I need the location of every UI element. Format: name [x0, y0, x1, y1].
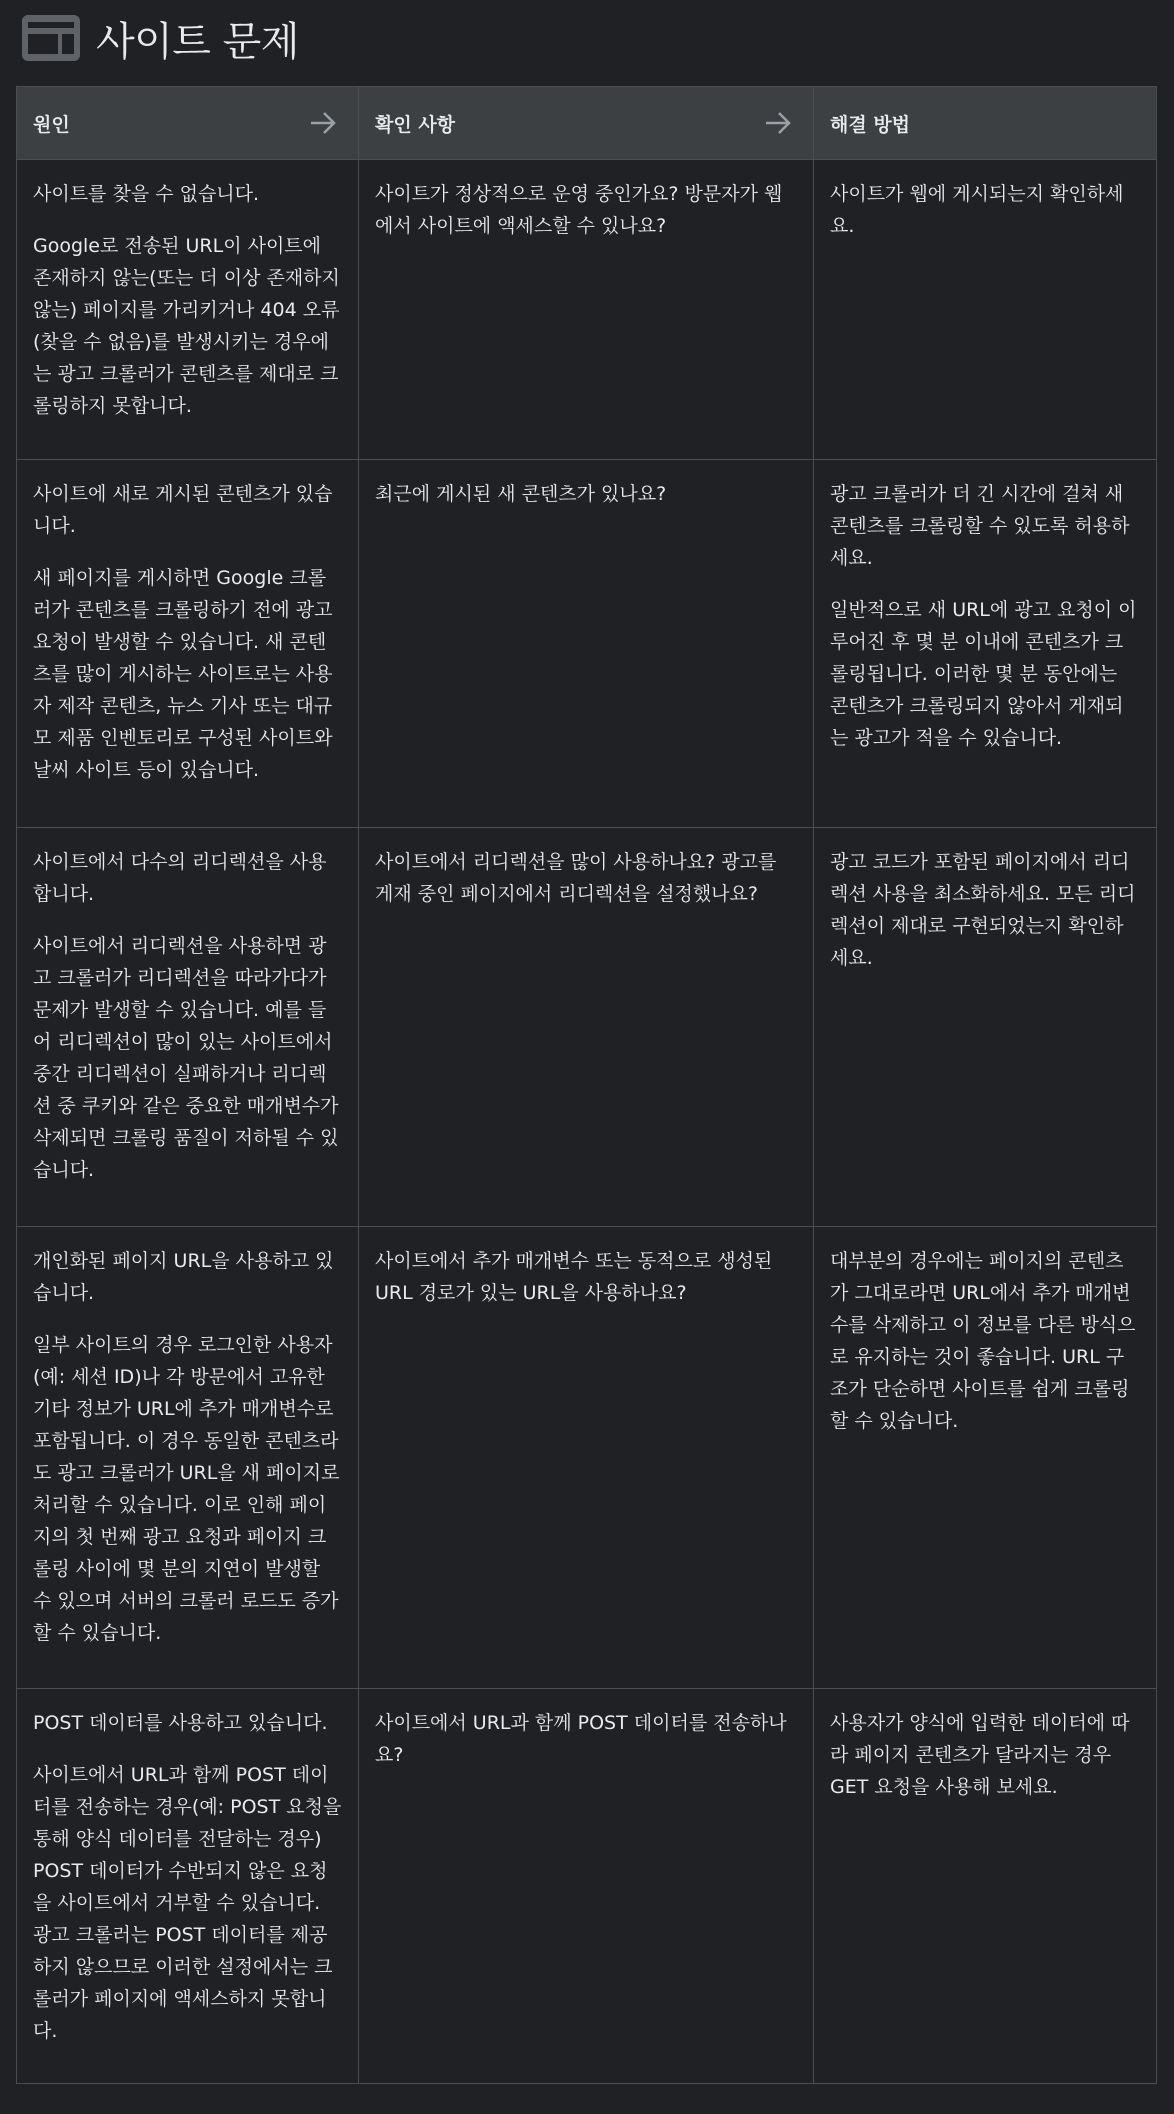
cause-detail: Google로 전송된 URL이 사이트에 존재하지 않는(또는 더 이상 존재하지 않는) 페이지를 가리키거나 404 오류(찾을 수 없음)를 발생시키는 경우에는 광고 크롤러가 콘텐츠를 제대로 크롤링하지 못합니다.	[33, 235, 340, 417]
site-issues-table	[16, 86, 1157, 2084]
header-cause	[17, 87, 359, 160]
cause-detail: 새 페이지를 게시하면 Google 크롤러가 콘텐츠를 크롤링하기 전에 광고 요청이 발생할 수 있습니다. 새 콘텐츠를 많이 게시하는 사이트로는 사용자 제작 콘텐츠, 뉴스 기사 또는 대규모 제품 인벤토리로 구성된 사이트와 날씨 사이트 등이 있습니다.	[33, 567, 333, 781]
cause-detail: 사이트에서 리디렉션을 사용하면 광고 크롤러가 리디렉션을 따라가다가 문제가 발생할 수 있습니다. 예를 들어 리디렉션이 많이 있는 사이트에서 중간 리디렉션이 실패하거나 리디렉션 중 쿠키와 같은 중요한 매개변수가 삭제되면 크롤링 품질이 저하될 수 있습니다.	[33, 935, 339, 1181]
table-row	[17, 828, 1157, 1227]
header-label: 확인 사항	[375, 113, 456, 136]
fix-text: 사용자가 양식에 입력한 데이터에 따라 페이지 콘텐츠가 달라지는 경우 GET 요청을 사용해 보세요.	[830, 1712, 1130, 1798]
table-header-row	[17, 87, 1157, 160]
table-row	[17, 1689, 1157, 2084]
arrow-right-icon[interactable]	[763, 108, 793, 138]
cause-title: POST 데이터를 사용하고 있습니다.	[33, 1712, 328, 1734]
header-fix	[814, 87, 1157, 160]
table-row	[17, 460, 1157, 828]
header-label: 해결 방법	[830, 113, 911, 136]
header-label: 원인	[33, 113, 70, 136]
fix-cell	[814, 1689, 1157, 2084]
cause-title: 사이트에서 다수의 리디렉션을 사용합니다.	[33, 851, 327, 905]
cause-cell	[17, 160, 359, 460]
cause-cell	[17, 1689, 359, 2084]
header-check	[359, 87, 814, 160]
cause-cell	[17, 1227, 359, 1689]
arrow-right-icon[interactable]	[308, 108, 338, 138]
check-cell	[359, 160, 814, 460]
fix-text: 대부분의 경우에는 페이지의 콘텐츠가 그대로라면 URL에서 추가 매개변수를 삭제하고 이 정보를 다른 방식으로 유지하는 것이 좋습니다. URL 구조가 단순하면 사이트를 쉽게 크롤링할 수 있습니다.	[830, 1250, 1136, 1432]
page-title: 사이트 문제	[96, 18, 299, 65]
fix-text: 광고 크롤러가 더 긴 시간에 걸쳐 새 콘텐츠를 크롤링할 수 있도록 허용하세요.	[830, 483, 1130, 569]
table-row	[17, 1227, 1157, 1689]
check-cell	[359, 1689, 814, 2084]
fix-text: 광고 코드가 포함된 페이지에서 리디렉션 사용을 최소화하세요. 모든 리디렉션이 제대로 구현되었는지 확인하세요.	[830, 851, 1136, 969]
cause-title: 개인화된 페이지 URL을 사용하고 있습니다.	[33, 1250, 334, 1304]
fix-cell	[814, 160, 1157, 460]
window-layout-icon	[20, 13, 82, 63]
fix-cell	[814, 828, 1157, 1227]
cause-cell	[17, 828, 359, 1227]
page-header	[20, 8, 299, 68]
check-text: 사이트에서 URL과 함께 POST 데이터를 전송하나요?	[375, 1712, 787, 1766]
check-text: 사이트에서 추가 매개변수 또는 동적으로 생성된 URL 경로가 있는 URL을 사용하나요?	[375, 1250, 773, 1304]
fix-cell	[814, 460, 1157, 828]
check-text: 사이트에서 리디렉션을 많이 사용하나요? 광고를 게재 중인 페이지에서 리디렉션을 설정했나요?	[375, 851, 777, 905]
cause-detail: 일부 사이트의 경우 로그인한 사용자(예: 세션 ID)나 각 방문에서 고유한 기타 정보가 URL에 추가 매개변수로 포함됩니다. 이 경우 동일한 콘텐츠라도 광고 크롤러가 URL을 새 페이지로 처리할 수 있습니다. 이로 인해 페이지의 첫 번째 광고 요청과 페이지 크롤링 사이에 몇 분의 지연이 발생할 수 있으며 서버의 크롤러 로드도 증가할 수 있습니다.	[33, 1334, 340, 1644]
cause-cell	[17, 460, 359, 828]
check-text: 최근에 게시된 새 콘텐츠가 있나요?	[375, 483, 667, 505]
table-row	[17, 160, 1157, 460]
check-cell	[359, 1227, 814, 1689]
fix-cell	[814, 1227, 1157, 1689]
check-text: 사이트가 정상적으로 운영 중인가요? 방문자가 웹에서 사이트에 액세스할 수 있나요?	[375, 183, 783, 237]
fix-text: 사이트가 웹에 게시되는지 확인하세요.	[830, 183, 1124, 237]
fix-detail: 일반적으로 새 URL에 광고 요청이 이루어진 후 몇 분 이내에 콘텐츠가 크롤링됩니다. 이러한 몇 분 동안에는 콘텐츠가 크롤링되지 않아서 게재되는 광고가 적을 수 있습니다.	[830, 599, 1137, 749]
cause-title: 사이트를 찾을 수 없습니다.	[33, 183, 260, 205]
check-cell	[359, 460, 814, 828]
cause-detail: 사이트에서 URL과 함께 POST 데이터를 전송하는 경우(예: POST 요청을 통해 양식 데이터를 전달하는 경우) POST 데이터가 수반되지 않은 요청을 사이트에서 거부할 수 있습니다. 광고 크롤러는 POST 데이터를 제공하지 않으므로 이러한 설정에서는 크롤러가 페이지에 액세스하지 못합니다.	[33, 1764, 342, 2042]
check-cell	[359, 828, 814, 1227]
cause-title: 사이트에 새로 게시된 콘텐츠가 있습니다.	[33, 483, 333, 537]
